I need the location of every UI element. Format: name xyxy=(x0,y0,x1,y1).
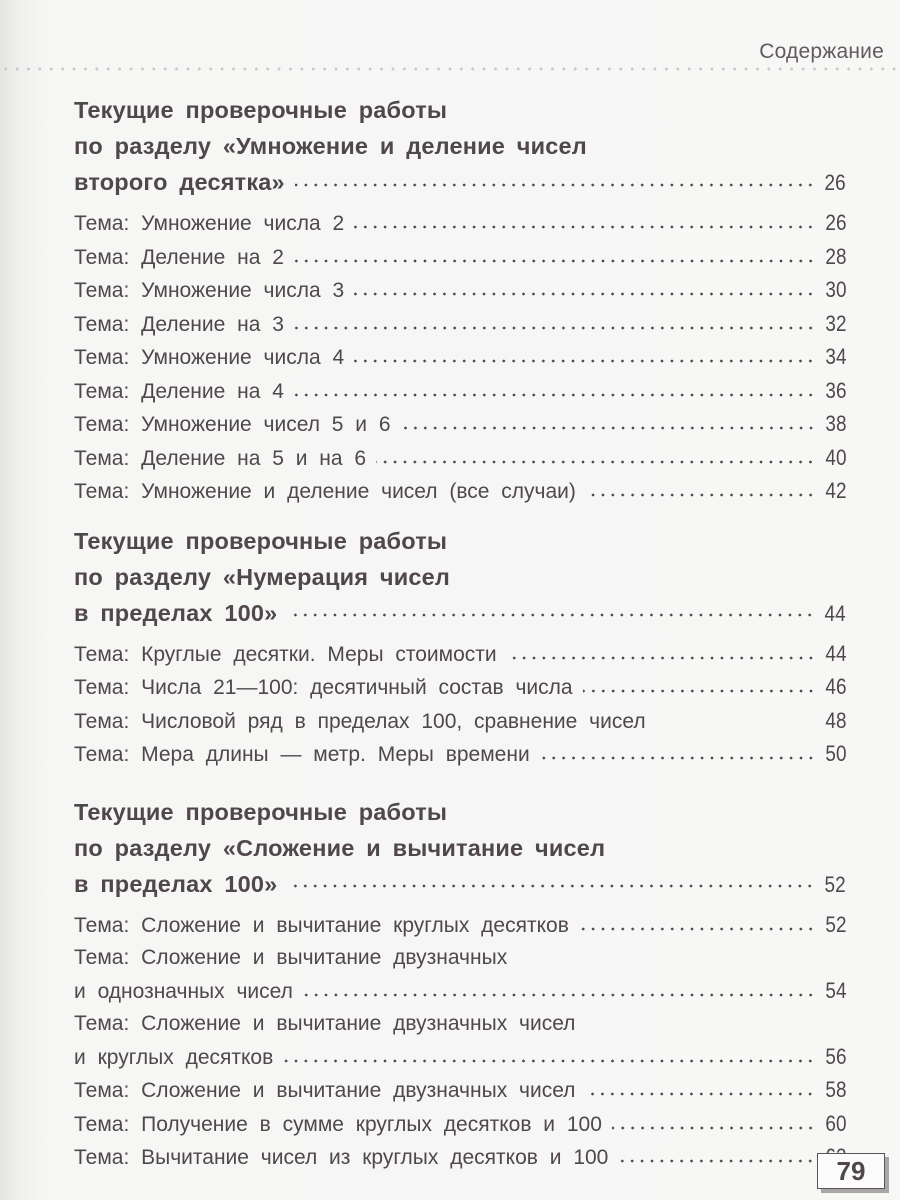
entry-title: Тема: Умножение числа 2 xyxy=(74,212,345,235)
toc-section-addition-subtraction xyxy=(74,794,846,1175)
section-heading-line: Текущие проверочные работы xyxy=(74,97,448,123)
entry-title: Тема: Деление на 3 xyxy=(74,312,284,336)
toc-entry[interactable] xyxy=(74,1074,846,1108)
toc-entry[interactable] xyxy=(74,207,846,241)
dot-leader xyxy=(583,675,816,696)
entry-title: Тема: Умножение чисел 5 и 6 xyxy=(74,413,391,436)
topic-list xyxy=(74,207,846,509)
toc-entry[interactable] xyxy=(74,738,846,772)
section-heading-line: по разделу «Умножение и деление чисел xyxy=(74,133,587,159)
page-number: 44 xyxy=(824,640,846,666)
dot-leader xyxy=(618,1145,815,1166)
toc-entry[interactable] xyxy=(74,442,846,476)
entry-title: Тема: Деление на 4 xyxy=(74,379,284,403)
dot-leader xyxy=(294,245,816,266)
page-number: 32 xyxy=(824,310,846,336)
page-number: 50 xyxy=(824,741,846,766)
page-number: 34 xyxy=(824,344,846,369)
section-heading-line: в пределах 100» xyxy=(74,870,278,897)
dot-leader xyxy=(540,742,816,763)
section-heading-entry[interactable] xyxy=(74,595,846,632)
entry-title: Тема: Умножение числа 4 xyxy=(74,346,345,369)
entry-title-line: Тема: Сложение и вычитание двузначных чисел xyxy=(74,1012,576,1035)
entry-title: Тема: Вычитание чисел из круглых десятков и 100 xyxy=(74,1146,609,1169)
dot-leader xyxy=(579,913,816,934)
page-number: 46 xyxy=(824,674,846,699)
dot-leader xyxy=(507,642,816,663)
entry-title: Тема: Деление на 2 xyxy=(74,245,284,269)
entry-title: Тема: Числа 21—100: десятичный состав числа xyxy=(74,676,573,699)
section-heading-entry[interactable] xyxy=(74,164,846,201)
entry-title: Тема: Умножение и деление чисел (все случаи) xyxy=(74,480,576,503)
section-heading-line: второго десятка» xyxy=(74,169,285,195)
toc-entry[interactable] xyxy=(74,341,846,375)
page-number: 28 xyxy=(824,243,846,269)
toc-entry-multiline[interactable] xyxy=(74,1008,846,1074)
section-heading xyxy=(74,794,846,903)
page-number: 38 xyxy=(824,411,846,436)
toc-entry[interactable] xyxy=(74,1108,846,1142)
page-number: 40 xyxy=(824,444,846,470)
table-of-contents xyxy=(74,92,846,1175)
section-heading-line: в пределах 100» xyxy=(74,599,278,626)
entry-title: Тема: Круглые десятки. Меры стоимости xyxy=(74,642,497,666)
toc-entry[interactable] xyxy=(74,241,846,275)
toc-entry[interactable] xyxy=(74,308,846,342)
page-number: 58 xyxy=(824,1077,846,1102)
entry-title: Тема: Получение в сумме круглых десятков и 100 xyxy=(74,1112,602,1136)
section-heading xyxy=(74,523,846,632)
toc-entry[interactable] xyxy=(74,909,846,943)
dot-leader xyxy=(287,870,815,894)
entry-title-line: и однозначных чисел xyxy=(74,979,293,1003)
entry-title: Тема: Сложение и вычитание круглых десятков xyxy=(74,913,569,937)
toc-section-numeration xyxy=(74,523,846,772)
dot-leader xyxy=(287,599,815,623)
page-number-box: 79 xyxy=(817,1153,885,1189)
dot-leader xyxy=(294,312,816,333)
toc-entry[interactable] xyxy=(74,705,846,739)
page-number: 60 xyxy=(824,1110,846,1136)
dot-leader xyxy=(586,479,816,500)
page-number: 44 xyxy=(824,600,846,626)
section-heading-line: Текущие проверочные работы xyxy=(74,527,448,554)
dot-leader xyxy=(585,1078,815,1099)
page-number: 56 xyxy=(824,1043,846,1069)
page-number: 54 xyxy=(824,977,846,1003)
entry-title-line: Тема: Сложение и вычитание двузначных xyxy=(74,946,508,969)
section-heading-entry[interactable] xyxy=(74,866,846,903)
running-header-title: Содержание xyxy=(759,40,884,63)
toc-entry[interactable] xyxy=(74,408,846,442)
section-heading xyxy=(74,92,846,201)
toc-entry[interactable] xyxy=(74,274,846,308)
dot-leader xyxy=(376,446,815,467)
section-heading-line: Текущие проверочные работы xyxy=(74,798,448,825)
dot-leader xyxy=(401,412,816,433)
toc-entry-multiline[interactable] xyxy=(74,942,846,1008)
topic-list xyxy=(74,638,846,772)
toc-entry[interactable] xyxy=(74,1141,846,1175)
toc-entry[interactable] xyxy=(74,671,846,705)
page-number: 52 xyxy=(824,871,846,897)
dot-leader xyxy=(612,1112,816,1133)
entry-title: Тема: Числовой ряд в пределах 100, сравнение чисел xyxy=(74,709,646,733)
dot-leader xyxy=(283,1045,815,1066)
page-number: 52 xyxy=(824,911,846,937)
page-number: 30 xyxy=(824,277,846,302)
toc-entry[interactable] xyxy=(74,638,846,672)
toc-entry[interactable] xyxy=(74,375,846,409)
page-number: 48 xyxy=(824,707,846,733)
section-heading-line: по разделу «Нумерация чисел xyxy=(74,563,451,590)
page-number: 36 xyxy=(824,377,846,403)
dot-leader xyxy=(295,169,815,193)
entry-title: Тема: Деление на 5 и на 6 xyxy=(74,446,367,470)
dot-leader xyxy=(354,211,815,232)
dot-leader xyxy=(294,379,816,400)
dot-leader xyxy=(354,278,815,299)
topic-list xyxy=(74,909,846,1175)
page-number: 26 xyxy=(824,170,846,195)
page-number: 26 xyxy=(824,210,846,235)
page-number: 42 xyxy=(824,478,846,503)
entry-title-line: и круглых десятков xyxy=(74,1045,274,1069)
entry-title: Тема: Умножение числа 3 xyxy=(74,279,345,302)
toc-entry[interactable] xyxy=(74,475,846,509)
entry-title: Тема: Сложение и вычитание двузначных чисел xyxy=(74,1079,576,1102)
section-heading-line: по разделу «Сложение и вычитание чисел xyxy=(74,834,606,861)
dot-leader xyxy=(354,345,815,366)
dot-leader xyxy=(303,979,816,1000)
spacer xyxy=(656,709,816,730)
header-dotted-rule xyxy=(0,67,900,71)
entry-title: Тема: Мера длины — метр. Меры времени xyxy=(74,743,530,766)
toc-section-multiplication-division xyxy=(74,92,846,509)
